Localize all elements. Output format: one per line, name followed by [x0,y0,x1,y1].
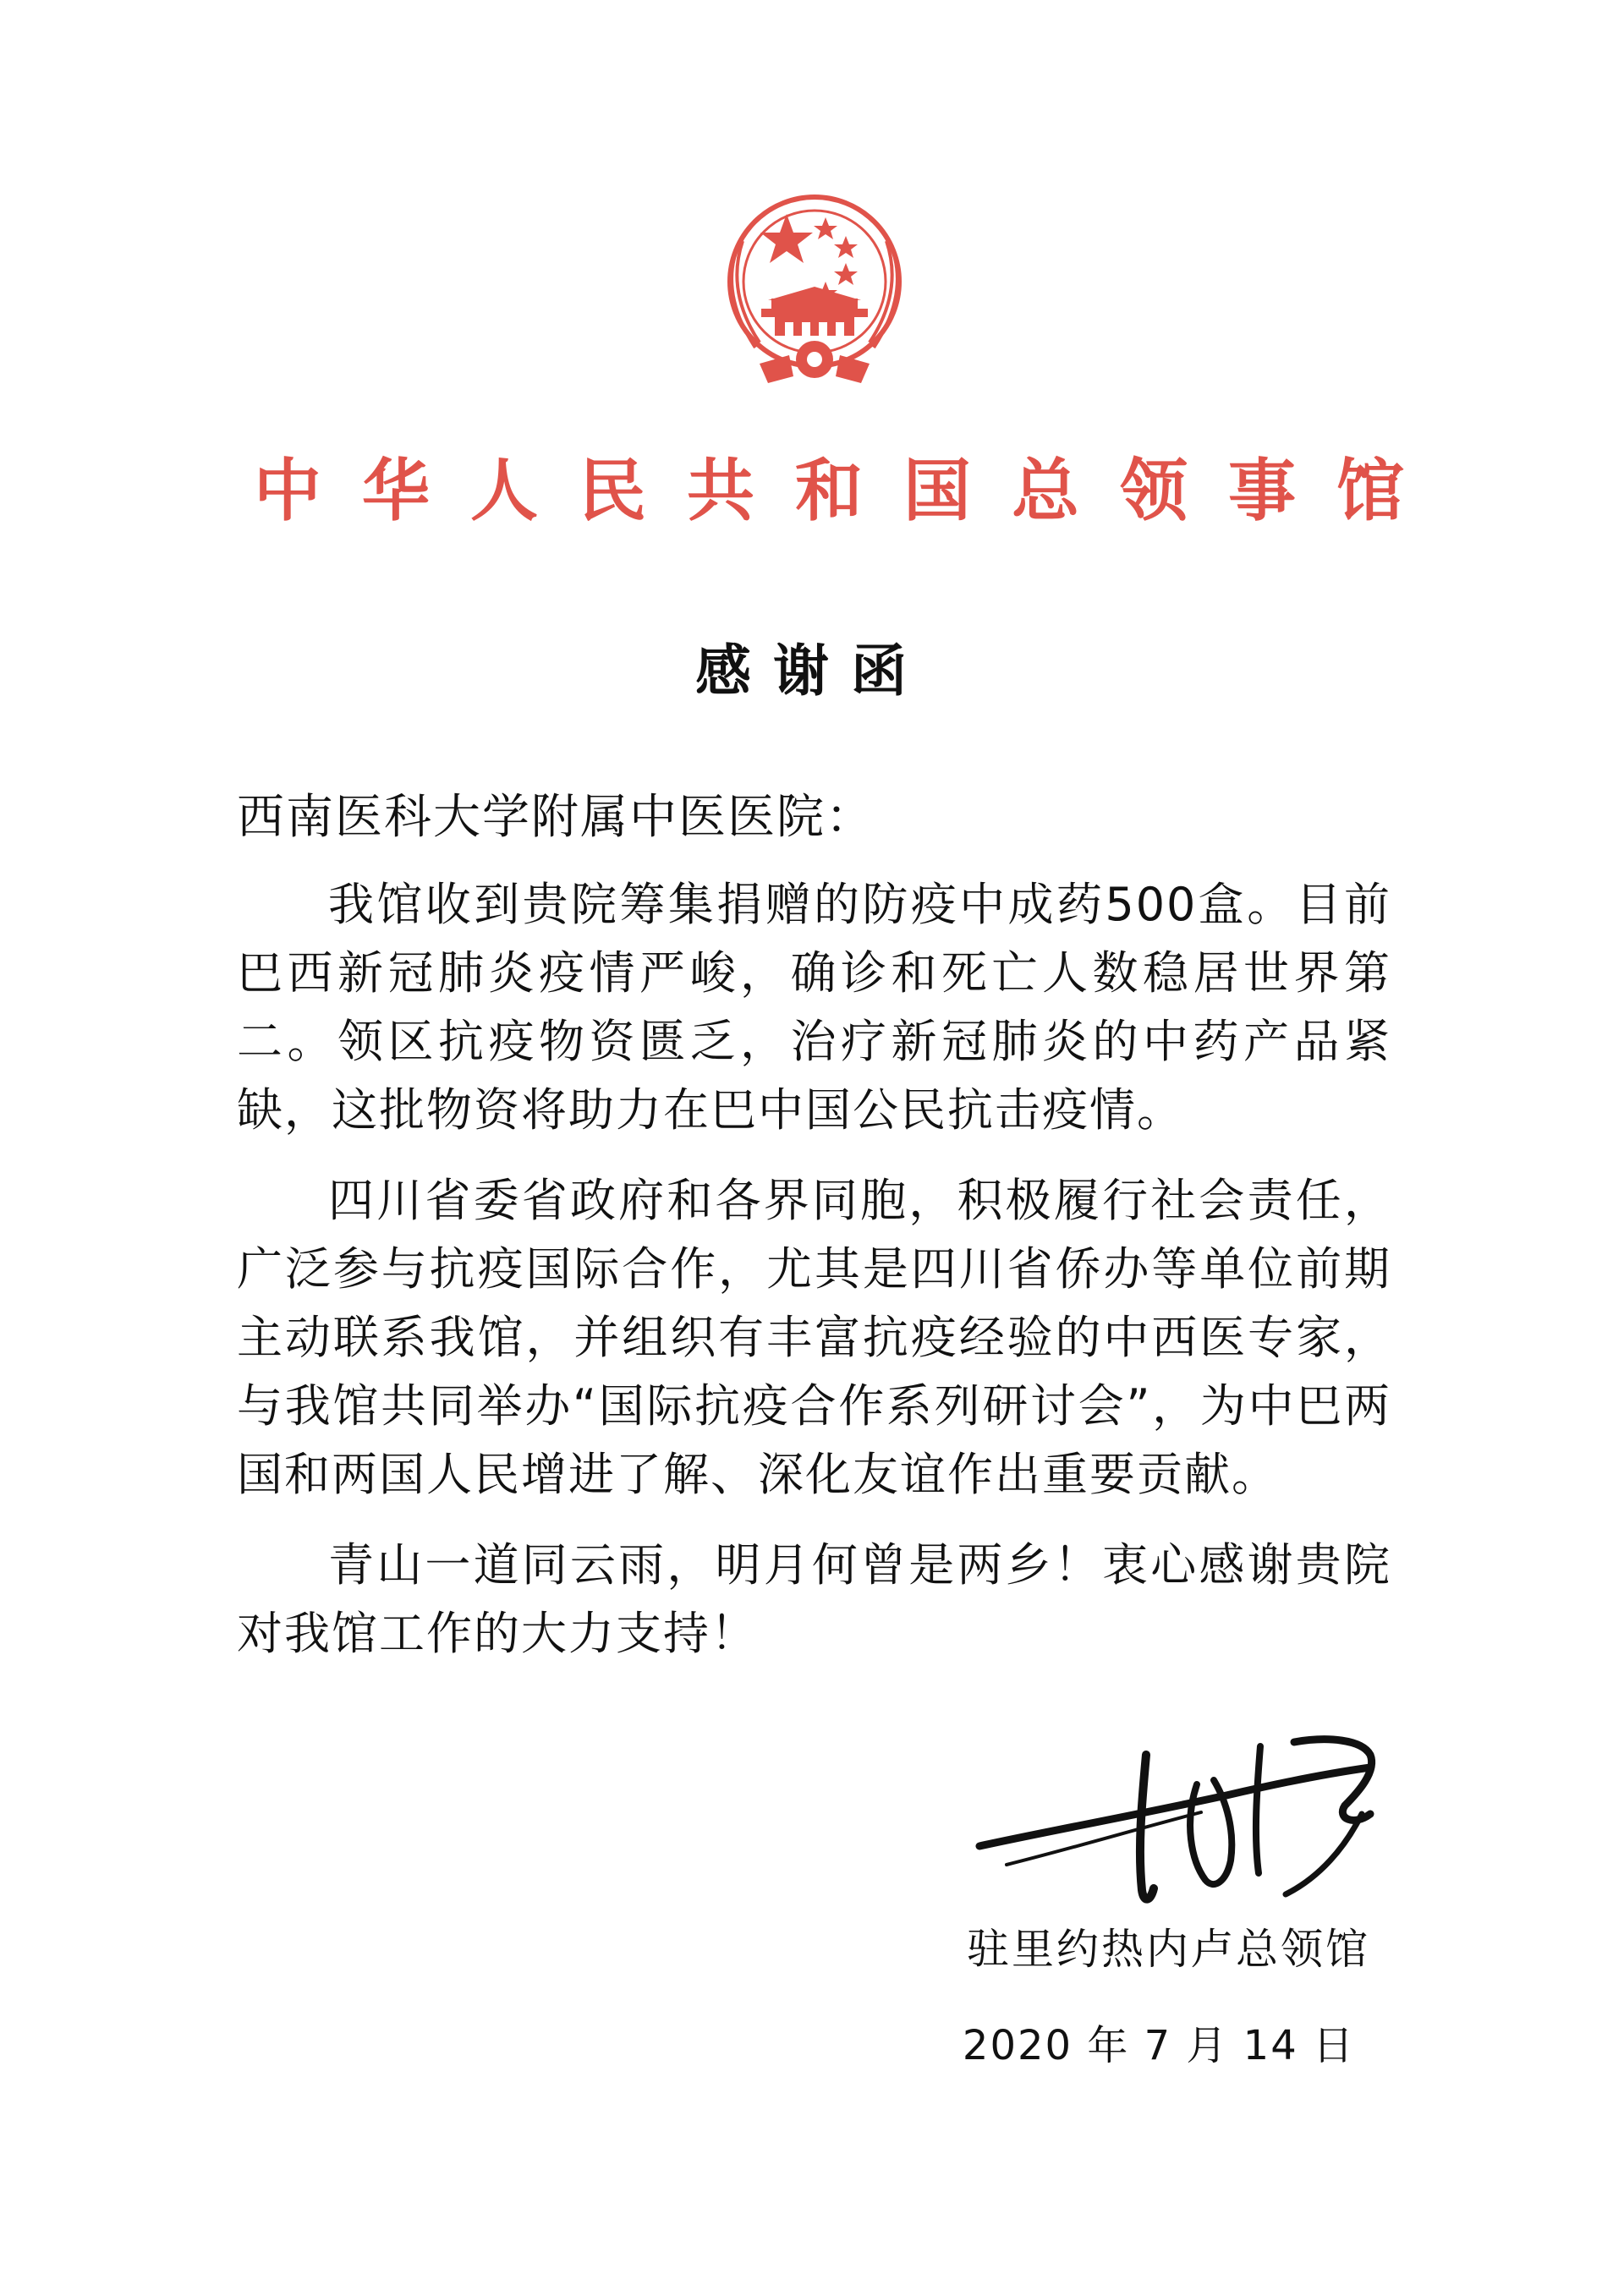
handwritten-signature-icon [973,1721,1404,1920]
national-emblem-icon [709,182,920,393]
embassy-char: 总 [1012,451,1079,530]
embassy-char: 中 [254,451,321,530]
embassy-char: 民 [579,451,646,530]
letter-date: 2020 年 7 月 14 日 [962,2022,1355,2069]
embassy-char: 馆 [1336,451,1404,530]
salutation: 西南医科大学附属中医医院： [237,790,875,845]
letter-body [237,782,1391,1690]
embassy-char: 和 [795,451,863,530]
embassy-char: 事 [1228,451,1296,530]
embassy-name [254,451,1404,530]
paragraph-1: 我馆收到贵院筹集捐赠的防疫中成药500盒。目前巴西新冠肺炎疫情严峻，确诊和死亡人数稳居世界第二。领区抗疫物资匮乏，治疗新冠肺炎的中药产品紧缺，这批物资将助力在巴中国公民抗击疫情。 [237,878,1391,1137]
paragraph-2: 四川省委省政府和各界同胞，积极履行社会责任，广泛参与抗疫国际合作，尤其是四川省侨办等单位前期主动联系我馆，并组织有丰富抗疫经验的中西医专家，与我馆共同举办“国际抗疫合作系列研讨会”，为中巴两国和两国人民增进了解、深化友谊作出重要贡献。 [237,1174,1391,1501]
embassy-char: 领 [1120,451,1188,530]
paragraph-3: 青山一道同云雨，明月何曾是两乡！衷心感谢贵院对我馆工作的大力支持！ [237,1538,1391,1660]
embassy-char: 国 [903,451,971,530]
letter-title: 感谢函 [695,638,929,704]
embassy-char: 华 [362,451,430,530]
closing-organization: 驻里约热内卢总领馆 [967,1925,1370,1974]
embassy-char: 人 [470,451,538,530]
embassy-char: 共 [687,451,754,530]
